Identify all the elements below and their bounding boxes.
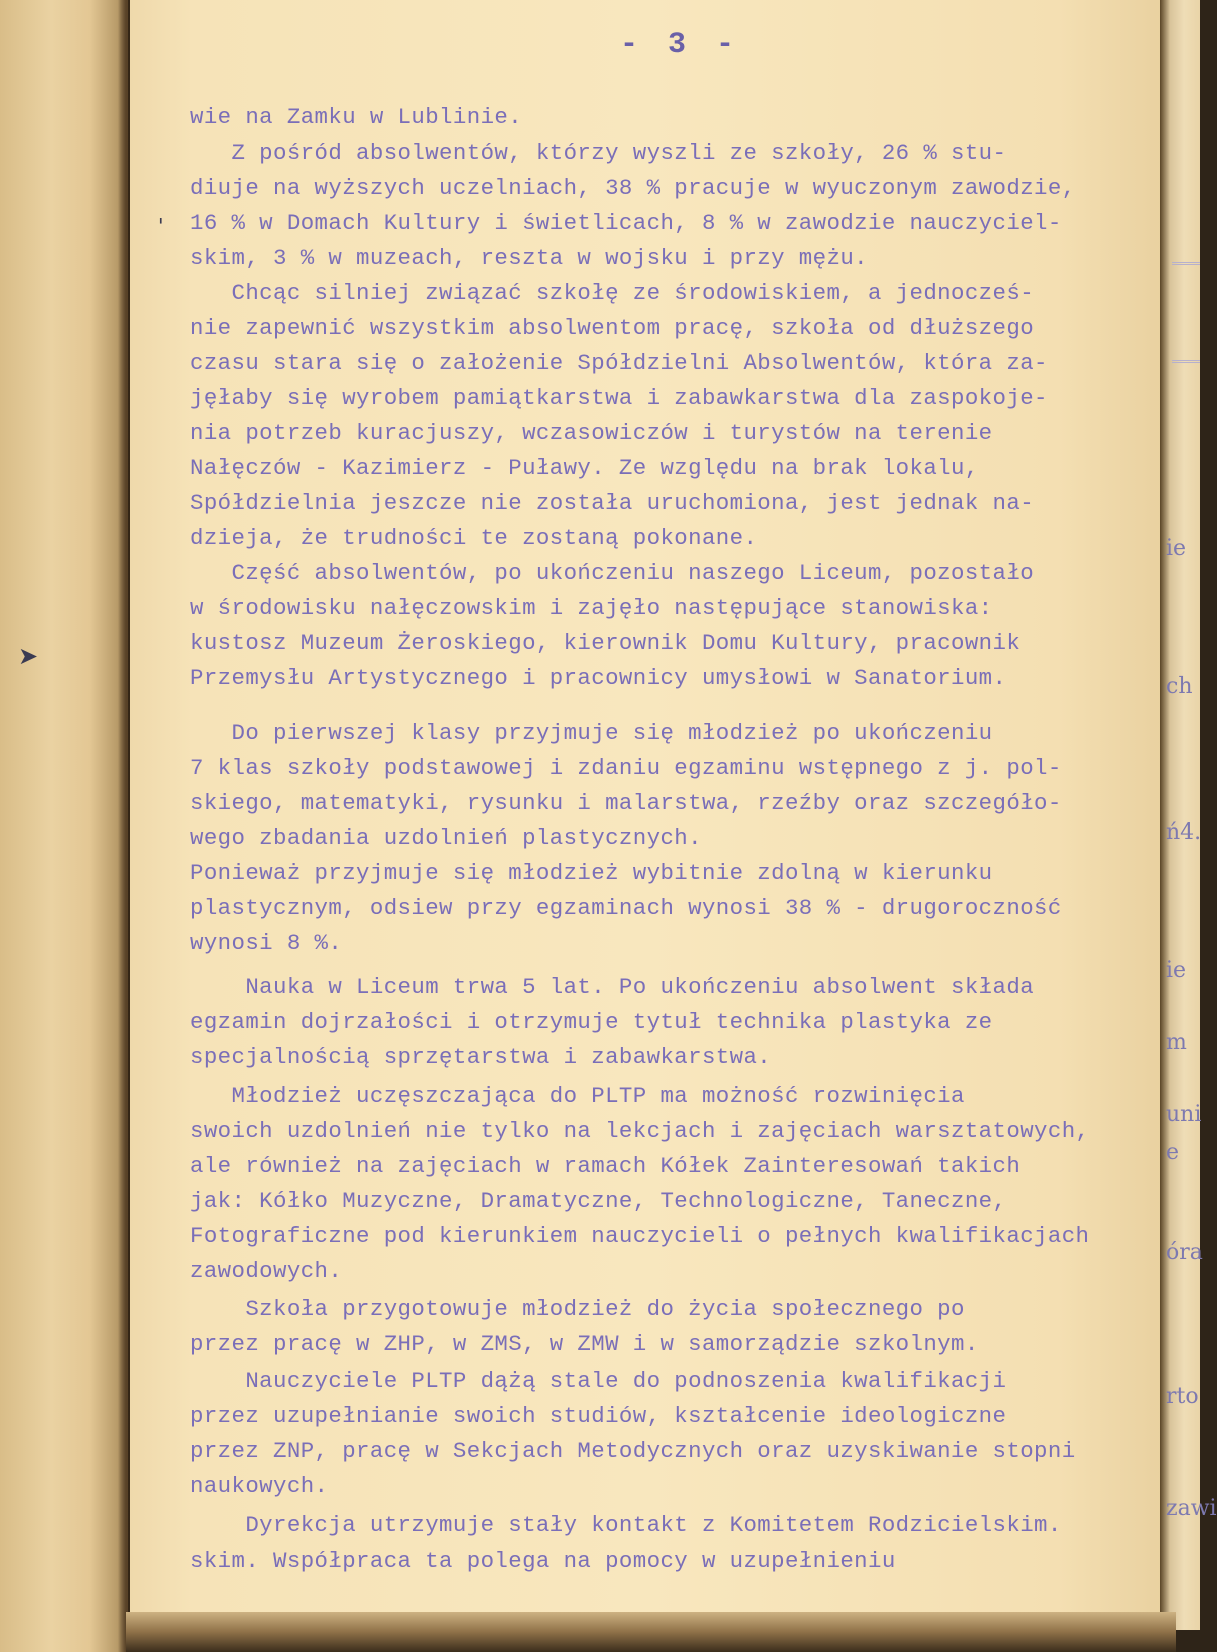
text-line: swoich uzdolnień nie tylko na lekcjach i zajęciach warsztatowych, (190, 1118, 1090, 1144)
left-page-binding (0, 0, 128, 1652)
text-line: wego zbadania uzdolnień plastycznych. (190, 825, 702, 851)
text-line: Nauczyciele PLTP dążą stale do podnoszenia kwalifikacji (190, 1368, 1007, 1394)
adjacent-page-fragment: ch (1166, 674, 1193, 699)
adjacent-page-fragment: ń4. (1166, 820, 1202, 845)
text-line: skim. Współpraca ta polega na pomocy w uzupełnieniu (190, 1548, 896, 1574)
text-line: dzieja, że trudności te zostaną pokonane. (190, 525, 758, 551)
adjacent-page-fragment: zawi (1166, 1496, 1217, 1521)
arrow-mark-icon: ➤ (18, 642, 39, 670)
adjacent-page-fragment: m (1166, 1030, 1187, 1055)
text-line: Dyrekcja utrzymuje stały kontakt z Komitetem Rodzicielskim. (190, 1512, 1062, 1538)
text-line: 16 % w Domach Kultury i świetlicach, 8 % w zawodzie nauczyciel- (190, 210, 1062, 236)
text-line: Szkoła przygotowuje młodzież do życia społecznego po (190, 1296, 965, 1322)
text-line: nie zapewnić wszystkim absolwentom pracę, szkoła od dłuższego (190, 315, 1035, 341)
text-line: wynosi 8 %. (190, 930, 343, 956)
adjacent-page-rule (1172, 360, 1200, 363)
text-line: skiego, matematyki, rysunku i malarstwa, rzeźby oraz szczegóło- (190, 790, 1062, 816)
adjacent-page-fragment: ie (1166, 536, 1187, 561)
text-line: przez ZNP, pracę w Sekcjach Metodycznych oraz uzyskiwanie stopni (190, 1438, 1076, 1464)
adjacent-page-fragment: ie (1166, 958, 1187, 983)
text-line: nia potrzeb kuracjuszy, wczasowiczów i turystów na terenie (190, 420, 993, 446)
text-line: Ponieważ przyjmuje się młodzież wybitnie zdolną w kierunku (190, 860, 993, 886)
text-line: Spółdzielnia jeszcze nie została uruchomiona, jest jednak na- (190, 490, 1035, 516)
text-line: Fotograficzne pod kierunkiem nauczycieli o pełnych kwalifikacjach (190, 1223, 1090, 1249)
text-line: egzamin dojrzałości i otrzymuje tytuł technika plastyka ze (190, 1009, 993, 1035)
adjacent-page-fragment: e (1166, 1140, 1180, 1165)
text-line: ale również na zajęciach w ramach Kółek Zainteresowań takich (190, 1153, 1021, 1179)
adjacent-page-fragment: óra (1166, 1240, 1203, 1265)
text-line: naukowych. (190, 1473, 329, 1499)
text-line: 7 klas szkoły podstawowej i zdaniu egzaminu wstępnego z j. pol- (190, 755, 1062, 781)
text-line: Nałęczów - Kazimierz - Puławy. Ze względu na brak lokalu, (190, 455, 979, 481)
text-line: Z pośród absolwentów, którzy wyszli ze szkoły, 26 % stu- (190, 140, 1007, 166)
text-line: plastycznym, odsiew przy egzaminach wynosi 38 % - drugoroczność (190, 895, 1062, 921)
text-line: kustosz Muzeum Żeroskiego, kierownik Domu Kultury, pracownik (190, 630, 1021, 656)
page-number: - 3 - (619, 28, 740, 62)
text-line: diuje na wyższych uczelniach, 38 % pracuje w wyuczonym zawodzie, (190, 175, 1076, 201)
text-line: Chcąc silniej związać szkołę ze środowiskiem, a jednocześ- (190, 280, 1035, 306)
text-line: przez uzupełnianie swoich studiów, kształcenie ideologiczne (190, 1403, 1007, 1429)
margin-mark: ' (158, 214, 164, 238)
text-line: Część absolwentów, po ukończeniu naszego Liceum, pozostało (190, 560, 1035, 586)
text-line: zawodowych. (190, 1258, 343, 1284)
text-line: jęłaby się wyrobem pamiątkarstwa i zabawkarstwa dla zaspokoje- (190, 385, 1048, 411)
adjacent-page-fragment: rto (1166, 1384, 1199, 1409)
document-body (190, 0, 1140, 1630)
text-line: wie na Zamku w Lublinie. (190, 104, 523, 130)
text-line: Do pierwszej klasy przyjmuje się młodzież po ukończeniu (190, 720, 993, 746)
text-line: skim, 3 % w muzeach, reszta w wojsku i przy mężu. (190, 245, 868, 271)
text-line: przez pracę w ZHP, w ZMS, w ZMW i w samorządzie szkolnym. (190, 1331, 979, 1357)
text-line: w środowisku nałęczowskim i zajęło następujące stanowiska: (190, 595, 993, 621)
text-line: Młodzież uczęszczająca do PLTP ma możność rozwinięcia (190, 1083, 965, 1109)
adjacent-page-fragment: uni (1166, 1102, 1202, 1127)
text-line: Przemysłu Artystycznego i pracownicy umysłowi w Sanatorium. (190, 665, 1007, 691)
text-line: specjalnością sprzętarstwa i zabawkarstwa. (190, 1044, 772, 1070)
text-line: Nauka w Liceum trwa 5 lat. Po ukończeniu absolwent składa (190, 974, 1035, 1000)
text-line: czasu stara się o założenie Spółdzielni Absolwentów, która za- (190, 350, 1048, 376)
text-line: jak: Kółko Muzyczne, Dramatyczne, Technologiczne, Taneczne, (190, 1188, 1007, 1214)
adjacent-page-rule (1172, 262, 1200, 265)
